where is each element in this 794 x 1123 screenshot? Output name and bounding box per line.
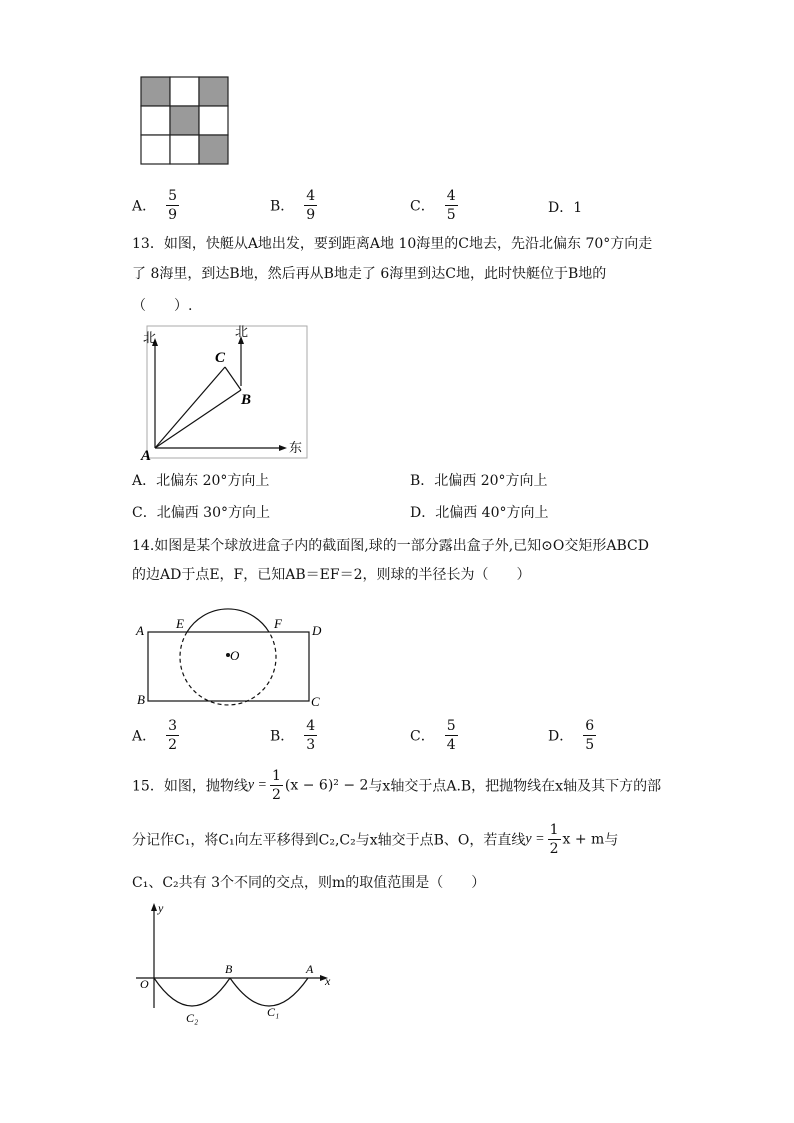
label-b: B [137, 692, 145, 707]
label-c: C [215, 350, 226, 366]
q12-option-a[interactable]: A． $\frac{5}{9}$ [132, 188, 178, 223]
q14-option-d[interactable]: D． $\frac{6}{5}$ [548, 718, 595, 753]
label-o: O [140, 977, 149, 991]
q13-stem-line3: （ ）. [132, 298, 193, 314]
grid-cell-1-1 [170, 106, 199, 135]
q14-option-c[interactable]: C． $\frac{5}{4}$ [410, 718, 456, 753]
q13-option-d[interactable]: D．北偏西 40°方向上 [410, 505, 549, 521]
grid-cell-2-1 [170, 135, 199, 164]
q14-option-a[interactable]: A． $\frac{3}{2}$ [132, 718, 178, 753]
label-x: x [325, 974, 331, 988]
label-c2: C₂ [186, 1011, 199, 1025]
label-c1: C₁ [267, 1005, 280, 1019]
q15-figure [132, 898, 342, 1028]
label-b: B [225, 962, 233, 976]
label-east: 东 [289, 440, 303, 455]
grid-cell-0-0 [141, 77, 170, 106]
q14-stem-line1: 14.如图是某个球放进盒子内的截面图,球的一部分露出盒子外,已知⊙O交矩形ABCD [132, 538, 649, 554]
segment-cb [225, 367, 241, 390]
q13-option-c[interactable]: C．北偏西 30°方向上 [132, 505, 270, 521]
label-a: A [136, 623, 144, 638]
q13-option-a[interactable]: A．北偏东 20°方向上 [132, 473, 270, 489]
q13-stem-line1: 13．如图，快艇从A地出发，要到距离A地 10海里的C地去，先沿北偏东 70°方向走 [132, 236, 653, 252]
rectangle-abcd [148, 632, 309, 701]
q13-figure [135, 322, 310, 462]
label-c: C [311, 694, 320, 709]
grid-cell-1-2 [199, 106, 228, 135]
q15-stem-line3: C₁、C₂共有 3个不同的交点，则m的取值范围是（ ） [132, 875, 486, 891]
label-north-1: 北 [143, 330, 157, 345]
q14-option-b[interactable]: B． $\frac{4}{3}$ [270, 718, 316, 753]
q14-stem-line2: 的边AD于点E，F，已知AB＝EF＝2，则球的半径长为（ ） [132, 567, 531, 583]
q15-stem-line1: 15．如图，抛物线y = $\frac{1}{2}$ (x − 6)² − 2与x轴交于点A.B，把抛物线在x轴及其下方的部 [132, 768, 662, 803]
label-north-2: 北 [235, 324, 249, 339]
q12-option-b[interactable]: B． $\frac{4}{9}$ [270, 188, 316, 223]
grid-cell-1-0 [141, 106, 170, 135]
grid-cell-2-2 [199, 135, 228, 164]
grid-cell-2-0 [141, 135, 170, 164]
label-y: y [158, 901, 164, 915]
label-a: A [141, 448, 152, 462]
label-b: B [241, 392, 252, 408]
label-a: A [306, 962, 314, 976]
east-arrow [279, 445, 287, 451]
figure-frame [147, 326, 307, 458]
grid-cell-0-1 [170, 77, 199, 106]
circle-outside-arc [187, 609, 269, 632]
q13-stem-line2: 了 8海里，到达B地，然后再从B地走了 6海里到达C地，此时快艇位于B地的 [132, 266, 607, 282]
q13-option-b[interactable]: B．北偏西 20°方向上 [410, 473, 548, 489]
q12-option-c[interactable]: C． $\frac{4}{5}$ [410, 188, 456, 223]
label-d: D [312, 623, 322, 638]
y-axis-arrow [151, 903, 157, 911]
label-e: E [176, 616, 184, 631]
q12-option-d[interactable]: D．1 [548, 200, 583, 216]
q15-stem-line2: 分记作C₁，将C₁向左平移得到C₂,C₂与x轴交于点B、O，若直线y = $\frac{1}{2}$ x + m与 [132, 822, 619, 857]
grid-cell-0-2 [199, 77, 228, 106]
circle-inside-arc [180, 632, 276, 705]
label-f: F [274, 616, 282, 631]
curve-c1 [230, 978, 308, 1006]
q12-grid-figure [140, 76, 232, 168]
label-o: O [230, 648, 240, 663]
curve-c2 [154, 978, 230, 1006]
q14-figure [134, 598, 334, 710]
